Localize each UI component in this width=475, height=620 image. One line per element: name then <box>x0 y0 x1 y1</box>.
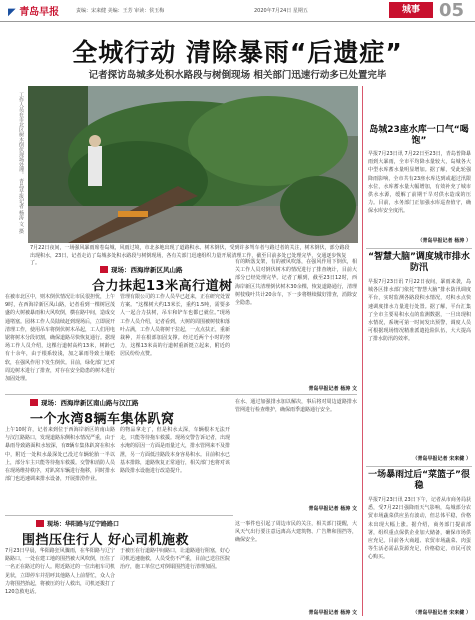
section2-body-col3: 在水、通过加强排水加以解决，事后将对周边道路排水管网进行检查维护，确保雨季道路通行安全。 <box>235 399 357 414</box>
side3-title: 一场暴雨过后“菜篮子”很稳 <box>368 470 470 491</box>
section2-title: 一个水湾8辆车集体趴窝 <box>30 412 175 427</box>
side2-byline: （青岛早报记者 宋来健 ） <box>412 456 471 462</box>
photo-credit: 工作人员在市北区树木倒伏现场处理。 青岛早报记者 杨涛 文 摄 <box>18 92 24 234</box>
section1-body-col2: 管理有限公司的工作人员早已赶来，正在研究处置方案。“这棵树大约13米长，重约1.5吨，需要多人一起合力扶树，吊车和铲车也都已就位。”现场工作人员介绍，记者看到，大树的周围被树枝和落叶占满，工作人员将树干拉起，一点点扶正，重新栽种，并在根部加固支撑。经过近两个小时的努力，这棵13米高的行道树重新挺立起来，附近的居民纷纷点赞。 <box>120 294 230 358</box>
section-label: 城事 <box>389 2 433 18</box>
column-divider <box>362 86 363 616</box>
section1-body-col1: 在被市北区中，则木倒伏情况让市民很担忧，上午9时，在西海岸新区凤山路，记者看到一棵树冠茂盛的大树被暴雨和大风吹倒，横在路中间，造成交通堵塞。园林工作人员陆续赶到现场后，立即展开清理工作，使用吊车将倒伏树木吊起，工人们用电锯将树木分段切割，确保道路尽快恢复通行。据现场工作人员介绍，这棵行道树高约13米，树龄已有十余年，由于根系较浅，加之暴雨导致土壤松软，在强风作用下发生倒伏。目前，绿化部门已对周边树木进行了排查，对存在安全隐患的树木进行加固处理。 <box>5 294 115 383</box>
sub-headline: 记者探访岛城多处积水路段与树倒现场 相关部门迅速行动多已处置完毕 <box>88 70 387 81</box>
divider <box>366 466 472 467</box>
section1-title: 合力抹起13米高行道树 <box>92 279 233 294</box>
editors-line: 责编：宋来健 美编：王芳 审读：侯玉梅 <box>76 8 165 14</box>
section2-kicker: 现场：西海岸新区南山路与汉江路 <box>30 398 139 407</box>
side3-body: 早报7月23日讯 23日下午，记者从市商务局获悉，受7月22日强降雨天气影响，岛城部分农贸市场蔬菜供应虽有波动，但总体平稳，价格未出现大幅上涨。据介绍，商务部门提前部署，组织重点保供企业加大储备，确保市场供应充足。目前各大商超、农贸市场蔬菜、肉蛋等生活必需品货源充足，价格稳定，市民可放心购买。 <box>368 497 471 561</box>
section3-body-col3: 这一事件也引起了周边市民的关注，相关部门提醒，大风天气出行要注意远离高大建筑物、广告牌和围挡等，确保安全。 <box>235 521 357 544</box>
issue-date: 2020年7月24日 星期五 <box>254 8 308 14</box>
divider <box>5 394 357 395</box>
section1-body-col3: 有的断落支架，有的被风吹落，在强风作用下倒伏，相关工作人员对倒伏树木的情况进行了排查统计，目前大部分已经处理完毕。记者了解到，截至23日12时，西海岸新区共清理倒伏树木30余棵，恢复道路通行，清理树枝残叶共计20余车，下一步将继续做好排查，消除安全隐患。 <box>235 259 357 307</box>
section3-body-col1: 7月23日早晨，华阳路狂风骤雨，在华阳路与辽宁路路口，一处在建工地的围挡被大风吹倒，压住了一名正在路过的行人。附近路过的一位出租车司机见状，立即停车并招呼其他路人上前帮忙，众人合力将围挡抬起，将被压的行人救出，司机还拨打了120急救电话。 <box>5 548 115 596</box>
section3-body-col2: 于被压在行道路中间路口，让道路通行阻塞，好心司机迅速施救，人员受伤不严重，目前已送往医院治疗，施工单位已对倒塌围挡进行清理加固。 <box>120 548 230 571</box>
side3-byline: （青岛早报记者 宋来健 ） <box>412 610 471 616</box>
section3-kicker: 现场：华阳路与辽宁路路口 <box>36 519 119 528</box>
section1-kicker: 现场：西海岸新区风山路 <box>100 265 183 274</box>
section2-body-col2: 的物品拿走了，但是积水太深，车辆根本无法开走，只能等待拖车救援。现场交警告诉记者，出现水淹的原因一方面是雨量过大，排水管网来不及排泄，另一方面低洼路段本身容易积水。目前积水已基本排除，道路恢复正常通行，相关部门也将对该路段排水设施进行改造提升。 <box>120 427 230 475</box>
side2-title: “智慧大脑”调度城市排水防汛 <box>368 252 470 273</box>
divider <box>5 515 233 516</box>
section1-byline: 青岛早报记者 杨涛 文 <box>308 386 357 392</box>
newspaper-logo: ◤ 青岛早报 <box>8 7 60 18</box>
section2-byline: 青岛早报记者 杨涛 文 <box>308 506 357 512</box>
side1-body: 早报7月23日讯 7月22日至23日，青岛普降暴雨到大暴雨，全市平均降水量较大，岛城各大中型水库蓄水量明显增加。据了解，受此轮强降雨影响，全市共有23座水库达到或超过汛限水位，水库蓄水量大幅增加，有效补充了城市供水水源，缓解了前期干旱对供水造成的压力。目前，水务部门正加强水库巡查值守，确保水库安全度汛。 <box>368 151 471 215</box>
section2-body-col1: 上午10时许，记者来到位于西海岸新区的南山路与汉江路路口，发现道路东侧积水情况严重，由于暴雨导致路面积水较深，有8辆车集体趴窝在积水中，附近一处积水最深处已没过车辆轮胎一半以上，部分车主只能等待拖车救援。交警和消防人员在现场维持秩序，对趴窝车辆进行拖移，同时排水部门也迅速调来排水设备，开展排涝作业。 <box>5 427 115 483</box>
photo-caption: 7月22日夜间，一场强风暴雨席卷岛城，风雨过境，市北多地出现了道路积水、树木倒伏，受到许多驾车者与路过者的关注，树木倒伏，部分路段出现积水，23日，记者走访了岛城多处积水路段与树倒现场，各有关部门迅速组织力量开展清理工作，截至目前多处已处理完毕，交通逐步恢复了。 <box>30 245 350 266</box>
section3-title: 围挡压住行人 好心司机施救 <box>22 533 190 548</box>
side1-byline: （青岛早报记者 杨涛 ） <box>417 238 471 244</box>
divider <box>366 248 472 249</box>
section3-byline: 青岛早报记者 杨涛 文 <box>308 610 357 616</box>
main-headline: 全城行动 清除暴雨“后遗症” <box>72 38 403 67</box>
side1-title: 岛城23座水库一口气“喝饱” <box>369 125 469 146</box>
page-number: 05 <box>439 0 465 21</box>
masthead-bar <box>0 0 475 22</box>
news-photo <box>28 86 358 243</box>
side2-body: 早报7月23日讯 7月22日夜间，暴雨来袭，岛城各区排水部门依托“智慧大脑”排水防汛调度平台，实时监测各路段积水情况，对积水点快速调度排水力量进行处置。据了解，平台汇集了全市主要易积水点的监测数据，一旦出现积水情况，系统可第一时间发出预警，调度人员可根据现场情况精准派遣抢险队伍，大大提高了排水防汛的效率。 <box>368 279 471 343</box>
